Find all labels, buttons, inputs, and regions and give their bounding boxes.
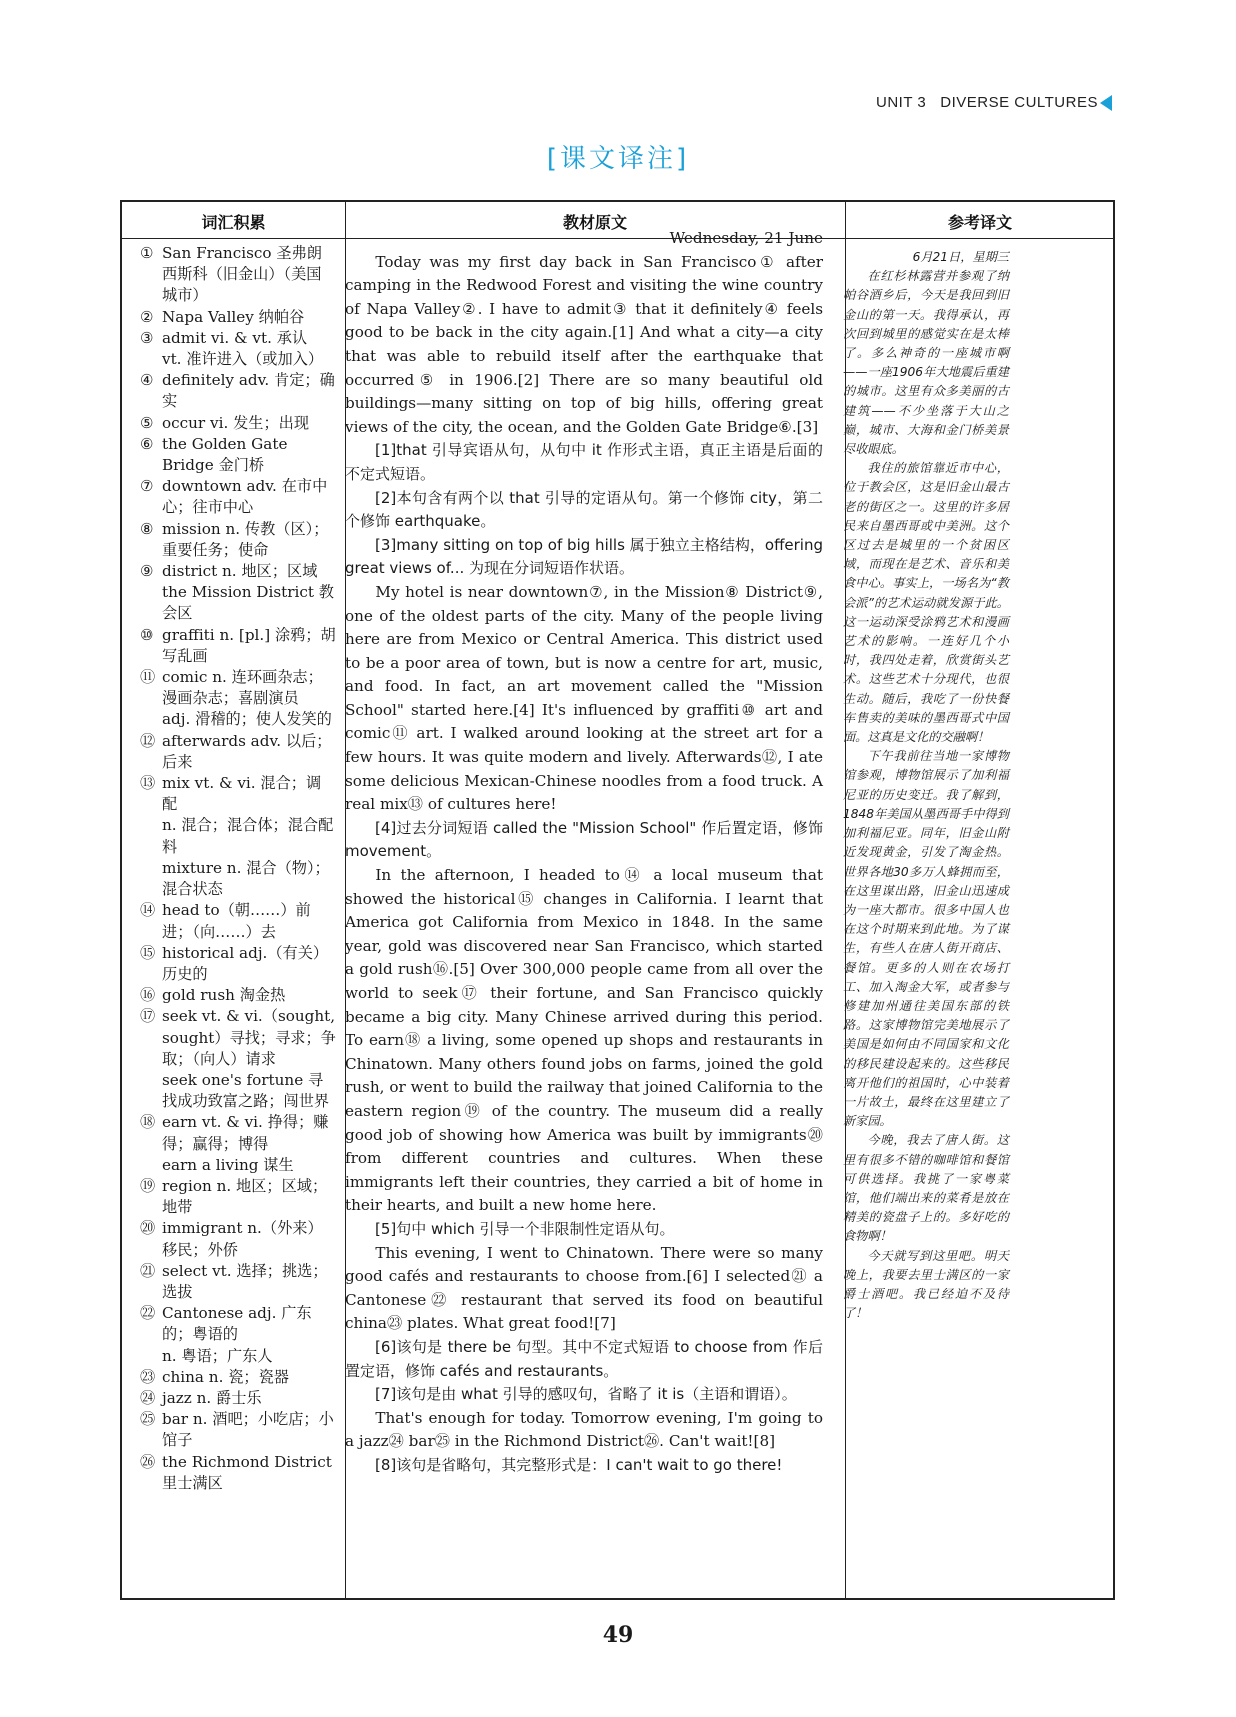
vocab-entry: [140, 625, 336, 667]
vocab-text: downtown adv. 在市中心；往市中心: [162, 477, 328, 517]
vocab-number: ⑥: [140, 434, 154, 453]
translation-text: [843, 248, 1009, 1323]
vocab-text: n. 粤语；广东人: [162, 1346, 273, 1365]
vocab-text: comic n. 连环画杂志；漫画杂志；喜剧演员: [162, 668, 323, 708]
vocab-number: ㉖: [140, 1452, 156, 1471]
vocab-text: Cantonese adj. 广东的；粤语的: [162, 1304, 312, 1344]
translation-paragraph: 我住的旅馆靠近市中心，位于教会区，这是旧金山最古老的街区之一。这里的许多居民来自墨西哥或中美洲。这个区过去是城里的一个贫困区域，而现在是艺术、音乐和美食中心。事实上，一场名为“教会派”的艺术运动就发源于此。这一运动深受涂鸦艺术和漫画艺术的影响。一连好几个小时，我四处走着，欣赏街头艺术。这些艺术十分现代，也很生动。随后，我吃了一份快餐车售卖的美味的墨西哥式中国面。这真是文化的交融啊！: [843, 461, 1009, 745]
vocab-entry: [140, 307, 336, 328]
unit-label: UNIT 3: [876, 94, 927, 111]
translation-date: 6月21日，星期三: [912, 250, 1009, 264]
page-number: 49: [602, 1622, 634, 1648]
vocab-number: ⑫: [140, 731, 156, 750]
vocab-number: ②: [140, 307, 154, 326]
vocab-text: head to（朝……）前进；（向……）去: [162, 901, 311, 941]
vocab-text: bar n. 酒吧；小吃店；小馆子: [162, 1410, 334, 1450]
translation-paragraph: 在红杉林露营并参观了纳帕谷酒乡后，今天是我回到旧金山的第一天。我得承认，再次回到城里的感觉实在是太棒了。多么神奇的一座城市啊——一座1906年大地震后重建的城市。这里有众多美丽的古建筑——不少坐落于大山之巅，城市、大海和金门桥美景尽收眼底。: [843, 269, 1009, 457]
grammar-note: [7]该句是由 what 引导的感叹句，省略了 it is（主语和谓语）。: [375, 1385, 797, 1404]
vocab-entry: [140, 1070, 336, 1112]
vocab-entry: [140, 413, 336, 434]
vocab-entry: [140, 1176, 336, 1218]
vocab-entry: [140, 1218, 336, 1260]
vocab-entry: [140, 667, 336, 709]
vocab-list: [140, 243, 336, 1494]
vocab-number: ㉕: [140, 1410, 156, 1429]
vocab-text: definitely adv. 肯定；确实: [162, 371, 335, 411]
original-text: [345, 227, 823, 1477]
vocab-number: ㉑: [140, 1261, 156, 1280]
column-header-original: 教材原文: [562, 213, 627, 232]
vocab-text: San Francisco 圣弗朗西斯科（旧金山）（美国城市）: [162, 244, 322, 305]
vocab-entry: [140, 582, 336, 624]
vocab-number: ⑧: [140, 519, 154, 538]
vocab-entry: [140, 731, 336, 773]
vocab-number: ㉒: [140, 1304, 156, 1323]
vocab-number: ⑳: [140, 1219, 156, 1238]
grammar-note: [6]该句是 there be 句型。其中不定式短语 to choose from 作后置定语，修饰 cafés and restaurants。: [345, 1337, 823, 1380]
column-header-translation: 参考译文: [947, 213, 1012, 232]
vocab-text: earn vt. & vi. 挣得；赚得；赢得；博得: [162, 1113, 329, 1153]
vocab-text: occur vi. 发生；出现: [162, 413, 310, 432]
vocab-number: ⑱: [140, 1113, 156, 1132]
vocab-number: ④: [140, 371, 154, 390]
vocab-text: historical adj.（有关）历史的: [162, 943, 329, 983]
vocab-entry: [140, 900, 336, 942]
vocab-entry: [140, 476, 336, 518]
vocab-text: mixture n. 混合（物）；混合状态: [162, 858, 330, 899]
vocab-text: n. 混合；混合体；混合配料: [162, 816, 334, 856]
grammar-note: [8]该句是省略句，其完整形式是：I can't wait to go there!: [375, 1455, 783, 1474]
grammar-note: [4]过去分词短语 called the "Mission School" 作后置定语，修饰 movement。: [345, 818, 823, 861]
vocab-entry: [140, 858, 336, 900]
vocab-number: ㉔: [140, 1388, 156, 1407]
vocab-entry: [140, 1367, 336, 1388]
vocab-entry: [140, 1409, 336, 1451]
vocab-entry: [140, 1303, 336, 1345]
vocab-number: ⑬: [140, 774, 156, 793]
vocab-text: gold rush 淘金热: [162, 986, 286, 1005]
vocab-entry: [140, 349, 336, 370]
vocab-number: ⑪: [140, 668, 156, 687]
translation-paragraph: 今天就写到这里吧。明天晚上，我要去里士满区的一家爵士酒吧。我已经迫不及待了！: [843, 1248, 1009, 1321]
vocab-text: seek vt. & vi.（sought, sought）寻找；寻求；争取；（向人）请求: [162, 1007, 336, 1068]
vocab-entry: [140, 328, 336, 349]
vocab-entry: [140, 434, 336, 476]
vocab-entry: [140, 1452, 336, 1494]
vocab-number: ⑦: [140, 477, 154, 496]
unit-header: [876, 94, 1112, 111]
vocab-number: ㉓: [140, 1367, 156, 1386]
vocab-number: ⑯: [140, 986, 156, 1005]
vocab-text: mix vt. & vi. 混合；调配: [162, 774, 322, 814]
vocab-text: immigrant n.（外来）移民；外侨: [162, 1219, 323, 1259]
grammar-note: [3]many sitting on top of big hills 属于独立主格结构，offering great views of... 为现在分词短语作状语。: [345, 535, 823, 578]
vocab-entry: [140, 243, 336, 307]
vocab-entry: [140, 815, 336, 857]
grammar-note: [2]本句含有两个以 that 引导的定语从句。第一个修饰 city，第二个修饰 earthquake。: [345, 488, 823, 531]
vocab-text: the Mission District 教会区: [162, 583, 334, 623]
paragraph: This evening, I went to Chinatown. There were so many good cafés and restaurants to choose from.[6] I selected㉑ a Cantonese㉒ restaurant that served its food on beautiful china㉓ plates. What great food![7]: [345, 1243, 823, 1333]
vocab-entry: [140, 1388, 336, 1409]
vocab-entry: [140, 561, 336, 582]
paragraph: That's enough for today. Tomorrow evening, I'm going to a jazz㉔ bar㉕ in the Richmond District㉖. Can't wait![8]: [345, 1408, 823, 1451]
vocab-text: jazz n. 爵士乐: [162, 1388, 262, 1407]
vocab-number: ③: [140, 328, 154, 347]
vocab-entry: [140, 1346, 336, 1367]
paragraph: Today was my first day back in San Francisco① after camping in the Redwood Forest and visiting the wine country of Napa Valley②. I have to admit③ that it definitely④ feels good to be back in the city again.[1] And what a city—a city that was able to rebuild itself after the earthquake that occurred⑤ in 1906.[2] There are so many beautiful old buildings—many sitting on top of big hills, offering great views of the city, the ocean, and the Golden Gate Bridge⑥.[3]: [345, 252, 823, 436]
vocab-entry: [140, 709, 336, 730]
vocab-text: region n. 地区；区域；地带: [162, 1176, 328, 1217]
vocab-number: ⑰: [140, 1007, 156, 1026]
vocab-text: adj. 滑稽的；使人发笑的: [162, 710, 332, 729]
vocab-entry: [140, 1006, 336, 1070]
vocab-entry: [140, 985, 336, 1006]
vocab-entry: [140, 1112, 336, 1154]
vocab-text: vt. 准许进入（或加入）: [162, 350, 324, 369]
vocab-number: ⑩: [140, 625, 154, 644]
vocab-text: Napa Valley 纳帕谷: [162, 307, 305, 326]
grammar-note: [5]句中 which 引导一个非限制性定语从句。: [375, 1219, 675, 1238]
vocab-number: ⑤: [140, 413, 154, 432]
vocab-entry: [140, 519, 336, 561]
vocab-text: china n. 瓷；瓷器: [162, 1367, 289, 1386]
diary-date: Wednesday, 21 June: [669, 229, 823, 247]
vocab-text: district n. 地区；区域: [162, 562, 318, 581]
paragraph: In the afternoon, I headed to⑭ a local museum that showed the historical⑮ changes in California. I learnt that America got California from Mexico in 1848. In the same year, gold was discovered near San Francisco, which started a gold rush⑯.[5] Over 300,000 people came from all over the world to seek⑰ their fortune, and San Francisco quickly became a big city. Many Chinese arrived during this period. To earn⑱ a living, some opened up shops and restaurants in Chinatown. Many others found jobs on farms, joined the gold rush, or went to build the railway that joined California to the eastern region⑲ of the country. The museum did a really good job of showing how America was built by immigrants⑳ from different countries and cultures. When these immigrants left their countries, they carried a bit of home in their hearts, and built a new home here.: [345, 866, 823, 1215]
grammar-note: [1]that 引导宾语从句，从句中 it 作形式主语，真正主语是后面的不定式短语。: [345, 441, 823, 483]
paragraph: My hotel is near downtown⑦, in the Mission⑧ District⑨, one of the oldest parts of the city. Many of the people living here are from Mexico or Central America. This district used to be a poor area of town, but is now a centre for art, music, and food. In fact, an art movement called the "Mission School" started here.[4] It's influenced by graffiti⑩ art and comic⑪ art. I walked around looking at the street art for a few hours. It was quite modern and lively. Afterwards⑫, I ate some delicious Mexican-Chinese noodles from a food truck. A real mix⑬ of cultures here!: [345, 582, 823, 814]
vocab-text: earn a living 谋生: [162, 1155, 294, 1174]
vocab-number: ①: [140, 244, 154, 262]
vocab-text: afterwards adv. 以后；后来: [162, 731, 332, 771]
translation-paragraph: 今晚，我去了唐人街。这里有很多不错的咖啡馆和餐馆可供选择。我挑了一家粤菜馆，他们端出来的菜肴是放在精美的瓷盘子上的。多好吃的食物啊！: [843, 1133, 1009, 1244]
vocab-text: the Richmond District 里士满区: [162, 1452, 332, 1492]
unit-title: DIVERSE CULTURES: [940, 94, 1098, 111]
vocab-entry: [140, 943, 336, 985]
section-title: [课文译注]: [546, 144, 690, 174]
vocab-number: ⑭: [140, 901, 156, 920]
vocab-entry: [140, 370, 336, 412]
translation-paragraph: 下午我前往当地一家博物馆参观，博物馆展示了加利福尼亚的历史变迁。我了解到，1848年美国从墨西哥手中得到加利福尼亚。同年，旧金山附近发现黄金，引发了淘金热。世界各地30多万人蜂拥而至，在这里谋出路，旧金山迅速成为一座大都市。很多中国人也在这个时期来到此地。为了谋生，有些人在唐人街开商店、餐馆。更多的人则在农场打工、加入淘金大军，或者参与修建加州通往美国东部的铁路。这家博物馆完美地展示了美国是如何由不同国家和文化的移民建设起来的。这些移民离开他们的祖国时，心中装着一片故土，最终在这里建立了新家园。: [843, 749, 1009, 1129]
vocab-text: the Golden Gate Bridge 金门桥: [162, 434, 288, 475]
vocab-text: mission n. 传教（区）；重要任务；使命: [162, 519, 329, 559]
vocab-text: select vt. 选择；挑选；选拔: [162, 1261, 328, 1301]
vocab-number: ⑮: [140, 943, 156, 962]
vocab-number: ⑲: [140, 1176, 156, 1195]
column-header-vocab: 词汇积累: [201, 213, 266, 232]
vocab-entry: [140, 1261, 336, 1303]
vocab-number: ⑨: [140, 562, 154, 581]
triangle-marker-icon: [1100, 95, 1112, 111]
vocab-text: seek one's fortune 寻找成功致富之路；闯世界: [162, 1070, 330, 1111]
vocab-text: admit vi. & vt. 承认: [162, 328, 308, 347]
vocab-text: graffiti n. [pl.] 涂鸦；胡写乱画: [162, 625, 336, 665]
vocab-entry: [140, 773, 336, 815]
vocab-entry: [140, 1155, 336, 1176]
